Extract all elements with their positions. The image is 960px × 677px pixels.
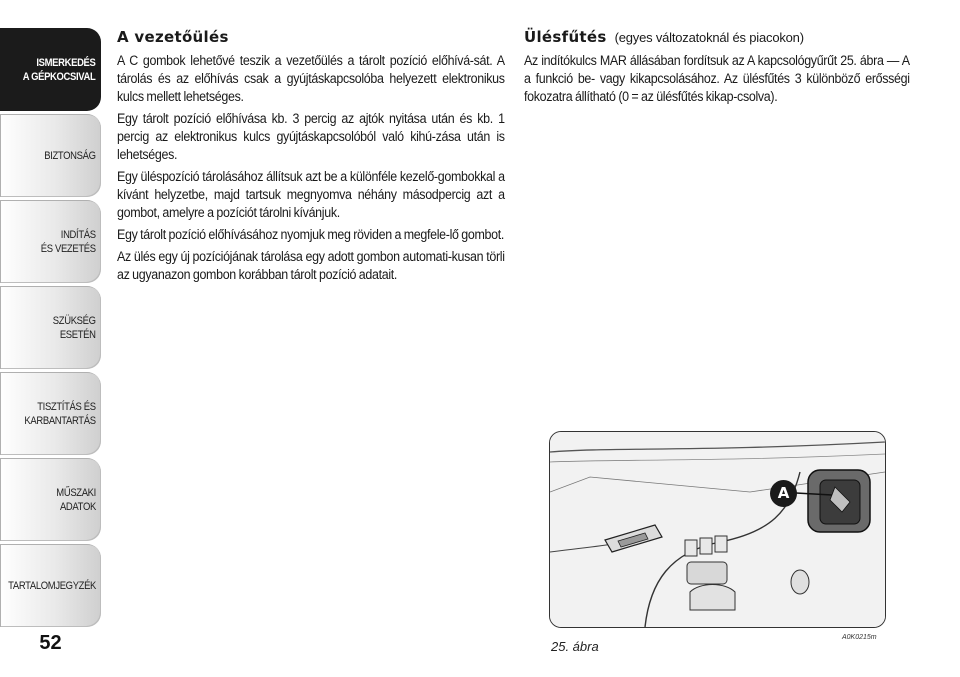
paragraph: Egy tárolt pozíció előhívásához nyomjuk meg röviden a megfele-lő gombot.	[117, 227, 505, 242]
section-heading: A vezetőülés	[117, 28, 229, 46]
tab-label: ISMERKEDÉS A GÉPKOCSIVAL	[23, 56, 96, 83]
heading-title: Ülésfűtés	[524, 28, 607, 46]
figure-illustration	[549, 431, 886, 628]
figure-code: A0K0215m	[842, 634, 877, 641]
tab-label: TARTALOMJEGYZÉK	[7, 579, 96, 592]
paragraph: Egy üléspozíció tárolásához állítsuk azt be a különféle kezelő-gombokkal a kívánt helyzetbe, majd tartsuk megnyomva néhány másodpercig azt a gombot, amelyre a pozíciót tárolni kívánjuk.	[117, 169, 505, 220]
tab-szukseg[interactable]	[0, 286, 101, 369]
paragraph: Egy tárolt pozíció előhívása kb. 3 percig az ajtók nyitása után és kb. 1 percig az elektronikus kulcs gyújtáskapcsolóból való kihú-zása után is lehetséges.	[117, 111, 505, 162]
tab-label: MŰSZAKI ADATOK	[56, 486, 96, 513]
heading-note: (egyes változatoknál és piacokon)	[614, 30, 804, 45]
seat-switch-illustration	[550, 432, 885, 627]
right-column	[524, 28, 908, 110]
tab-inditas[interactable]	[0, 200, 101, 283]
left-column	[117, 28, 503, 288]
tab-label: INDÍTÁS ÉS VEZETÉS	[40, 228, 96, 255]
paragraph: Az indítókulcs MAR állásában fordítsuk az A kapcsológyűrűt 25. ábra — A a funkció be- vagy kikapcsolásához. Az ülésfűtés 3 különböző erősségi fokozatra állítható (0 = az ülésfűtés kikap-csolva).	[524, 53, 910, 104]
callout-label: A	[777, 484, 790, 502]
tab-label: BIZTONSÁG	[44, 149, 96, 162]
paragraph: A C gombok lehetővé teszik a vezetőülés a tárolt pozíció előhívá-sát. A tárolás és az előhívás csak a gyújtáskapcsolóba helyezett elektronikus kulcs mellett lehetséges.	[117, 53, 505, 104]
paragraph: Az ülés egy új pozíciójának tárolása egy adott gombon automati-kusan törli az ugyanazon gombon korábban tárolt pozíció adatait.	[117, 249, 505, 282]
tab-label: TISZTÍTÁS ÉS KARBANTARTÁS	[24, 400, 96, 427]
figure-caption: 25. ábra	[551, 639, 599, 654]
tab-label: SZÜKSÉG ESETÉN	[53, 314, 96, 341]
tab-ismerkedes[interactable]	[0, 28, 101, 111]
tab-biztonsag[interactable]	[0, 114, 101, 197]
tab-muszaki[interactable]	[0, 458, 101, 541]
section-heading	[524, 28, 908, 46]
tab-tisztitas[interactable]	[0, 372, 101, 455]
tab-tartalomjegyzek[interactable]	[0, 544, 101, 627]
callout-a-badge	[770, 480, 797, 507]
page-number: 52	[39, 632, 62, 654]
